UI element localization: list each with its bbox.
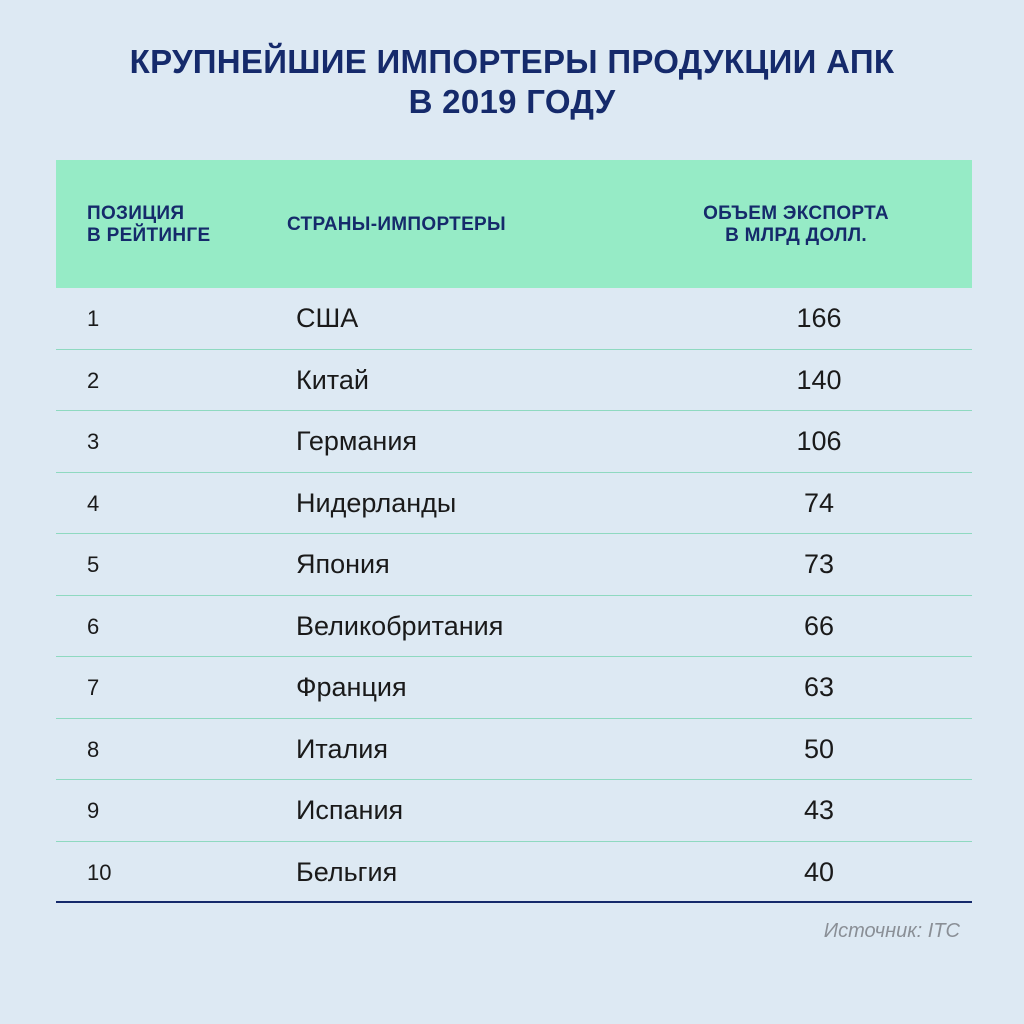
column-header-country: СТРАНЫ-ИМПОРТЕРЫ bbox=[287, 214, 506, 235]
table-row bbox=[56, 473, 972, 535]
table-row bbox=[56, 596, 972, 658]
source-note: Источник: ITC bbox=[823, 920, 960, 942]
cell-country: Нидерланды bbox=[296, 487, 457, 518]
table-header bbox=[56, 160, 972, 288]
cell-position: 9 bbox=[87, 798, 100, 823]
table-row bbox=[56, 842, 972, 904]
page-title bbox=[0, 42, 1024, 122]
cell-position: 2 bbox=[87, 367, 100, 393]
cell-value: 66 bbox=[803, 610, 835, 641]
cell-country: Испания bbox=[296, 795, 404, 825]
column-header-position: ПОЗИЦИЯ В РЕЙТИНГЕ bbox=[87, 203, 211, 246]
table-row bbox=[56, 288, 972, 350]
cell-country: Франция bbox=[296, 672, 407, 702]
cell-country: Германия bbox=[296, 426, 418, 456]
cell-position: 10 bbox=[87, 859, 112, 885]
cell-position: 6 bbox=[87, 613, 100, 639]
title-line-1: КРУПНЕЙШИЕ ИМПОРТЕРЫ ПРОДУКЦИИ АПК bbox=[129, 43, 895, 80]
importers-table bbox=[56, 160, 972, 903]
cell-position: 7 bbox=[87, 675, 100, 700]
cell-position: 4 bbox=[87, 490, 100, 516]
table-row bbox=[56, 657, 972, 719]
column-header-value: ОБЪЕМ ЭКСПОРТА В МЛРД ДОЛЛ. bbox=[703, 203, 889, 246]
cell-value: 73 bbox=[803, 549, 835, 579]
cell-country: Япония bbox=[296, 549, 390, 579]
cell-value: 140 bbox=[796, 364, 842, 395]
table-row bbox=[56, 350, 972, 412]
cell-country: Китай bbox=[296, 364, 369, 395]
table-row bbox=[56, 411, 972, 473]
cell-position: 1 bbox=[87, 306, 100, 331]
cell-country: Великобритания bbox=[296, 610, 504, 641]
table-body bbox=[56, 288, 972, 903]
cell-position: 5 bbox=[87, 552, 100, 577]
cell-value: 106 bbox=[796, 426, 842, 456]
cell-value: 166 bbox=[796, 303, 842, 333]
title-line-2: В 2019 ГОДУ bbox=[408, 83, 616, 120]
table-row bbox=[56, 534, 972, 596]
cell-country: США bbox=[296, 303, 359, 333]
cell-value: 63 bbox=[803, 672, 835, 702]
cell-value: 50 bbox=[803, 733, 835, 764]
cell-position: 3 bbox=[87, 429, 100, 454]
cell-position: 8 bbox=[87, 736, 100, 762]
table-row bbox=[56, 719, 972, 781]
cell-country: Италия bbox=[296, 733, 388, 764]
cell-value: 43 bbox=[803, 795, 835, 825]
cell-country: Бельгия bbox=[296, 856, 398, 887]
table-row bbox=[56, 780, 972, 842]
cell-value: 40 bbox=[803, 856, 835, 887]
cell-value: 74 bbox=[803, 487, 835, 518]
